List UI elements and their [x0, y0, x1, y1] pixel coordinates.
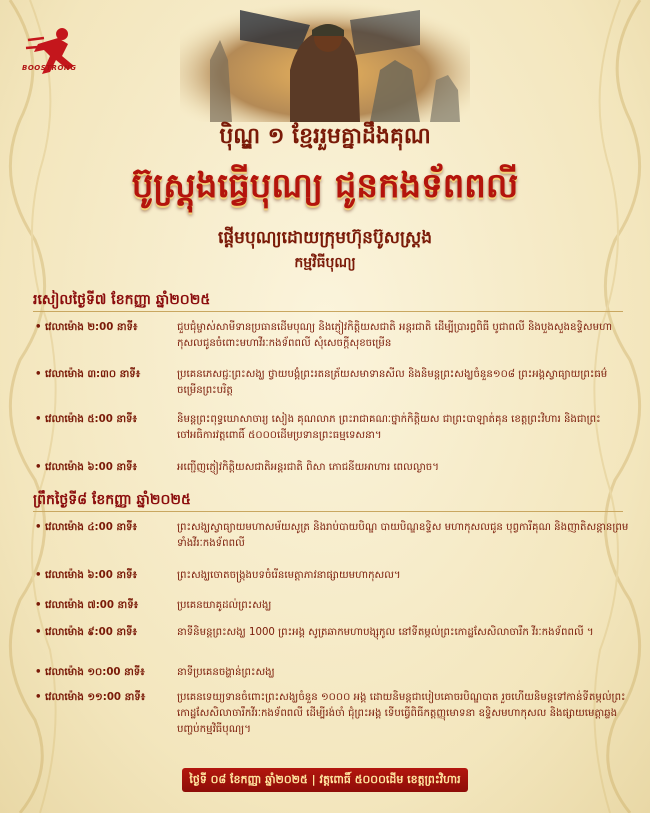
item-desc: ប្រគេនភេសជ្ជៈព្រះសង្ឃ ថ្វាយបង្គំព្រះរតនត្រ័យសមាទានសីល និងនិមន្តព្រះសង្ឃចំនួន១០៨ ព្រះអង្គស្វាធ្យាយព្រះធម៌ចម្រើនព្រះបរិត្ត: [177, 369, 608, 396]
brand-name: BOOSTRONG: [22, 64, 77, 72]
program-label: កម្មវិធីបុណ្យ: [294, 255, 356, 271]
item-desc: ជួបជុំម្ចាស់សាមីទានប្រធានដើមបុណ្យ និងភ្ញៀវកិត្តិយសជាតិ អន្តរជាតិ ដើម្បីប្រារព្ធពិធី បូជាពលី និងបួងសួងឧទ្ទិសមហាកុសលជូនចំពោះមហាវីរៈកងទ័ពពលី សុំសេចក្តីសុខចម្រើន: [177, 322, 613, 349]
item-desc: ប្រគេនយាគូដល់ព្រះសង្ឃ: [177, 600, 272, 611]
title-line2: ប៊ូស្រ្តុងធ្វើបុណ្យ ជូនកងទ័ពពលី: [131, 166, 519, 206]
item-time: វេលាម៉ោង ១១:00 នាទី៖: [45, 692, 146, 703]
item-desc: នាទីប្រគេនចង្ហាន់ព្រះសង្ឃ: [177, 667, 275, 678]
bullet: •: [35, 692, 42, 703]
bullet: •: [35, 600, 42, 611]
bullet: •: [35, 522, 42, 533]
footer-banner: ថ្ងៃទី ០៨ ខែកញ្ញា ឆ្នាំ២០២៥ | វត្តពោធិ៍ ៥០០០ដើម ខេត្តព្រះវិហារ: [182, 768, 468, 792]
item-desc: អញ្ជើញភ្ញៀវកិត្តិយសជាតិអន្តរជាតិ ពិសា ភោជនីយអាហារ ពេលល្ងាច។: [177, 462, 439, 473]
item-time: វេលាម៉ោង ៩:00 នាទី៖: [45, 627, 138, 638]
item-time: វេលាម៉ោង ៧:00 នាទី៖: [45, 600, 139, 611]
section-heading-day1: រសៀលថ្ងៃទី៧ ខែកញ្ញា ឆ្នាំ២០២៥: [33, 292, 211, 308]
divider: [33, 511, 623, 512]
runner-logo-icon: [24, 22, 94, 82]
item-time: វេលាម៉ោង ២:00 នាទី៖: [45, 322, 138, 333]
item-desc: ព្រះសង្ឃចោតចង្ក្រងបទចំរើនមេត្តាភាវនាផ្សាយមហាកុសល។: [177, 570, 401, 581]
title-line1: ប៉ិណ្ឌ ១ ខ្មែររួមគ្នាដឹងគុណ: [219, 123, 431, 149]
bullet: •: [35, 570, 42, 581]
item-desc: ប្រគេនទេយ្យទានចំពោះព្រះសង្ឃចំនួន ១០០០ អង្គ ដោយនិមន្តជាបៀបគោចរបិណ្ឌបាត រួចហើយនិមន្តទៅកាន់ទីតម្កល់ព្រះកោដ្ឋសែសិលាចារឹកវីរៈកងទ័ពពលី ដើម្បីរង់ចាំ ជុំព្រះអង្គ ទើបធ្វើពិធីកត្តញ្ញុមោទនា ឧទ្ទិសមហាកុសល និងផ្សាយមេត្តាឆ្លងបញ្ចប់កម្មវិធីបុណ្យ។: [177, 692, 626, 735]
item-desc: ព្រះសង្ឃស្វាធ្យាយមហាសម័យសូត្រ និងរាប់បាយបិណ្ឌ បាយបិណ្ឌឧទ្ទិស មហាកុសលជូន បុព្វការីគុណ និងញាតិសន្តានព្រមទាំងវីរៈកងទ័ពពលី: [177, 522, 629, 549]
bullet: •: [35, 322, 42, 333]
bullet: •: [35, 414, 42, 425]
item-desc: និមន្តព្រះពុទ្ធឃោសាចារ្យ សៀង គុណលាភ ព្រះរាជាគណៈថ្នាក់កិត្តិយស ជាព្រះបាឡាត់គុន ខេត្តព្រះវិហារ និងជាព្រះចៅអធិការវត្តពោធិ៍ ៥០០០ដើមប្រទានព្រះធម្មទេសនា។: [177, 414, 601, 441]
item-time: វេលាម៉ោង ៤:00 នាទី៖: [45, 522, 138, 533]
item-desc: នាទីនិមន្តព្រះសង្ឃ 1000 ព្រះអង្គ សូត្រឆាកមហាបង្សុកូល នៅទីតម្កល់ព្រះកោដ្ឋសែសិលាចារឹក វីរៈកងទ័ពពលី ។: [177, 627, 594, 638]
divider: [33, 311, 623, 312]
subtitle: ផ្តើមបុណ្យដោយក្រុមហ៊ុនប៊ូសស្ត្រង: [218, 228, 432, 248]
item-time: វេលាម៉ោង ១០:00 នាទី៖: [45, 667, 145, 678]
bullet: •: [35, 627, 42, 638]
item-time: វេលាម៉ោង ៦:00 នាទី៖: [45, 570, 138, 581]
item-time: វេលាម៉ោង ៦:00 នាទី៖: [45, 462, 138, 473]
hero-soldiers-illustration: [180, 0, 470, 122]
bullet: •: [35, 369, 42, 380]
bullet: •: [35, 667, 42, 678]
section-heading-day2: ព្រឹកថ្ងៃទី៨ ខែកញ្ញា ឆ្នាំ២០២៥: [33, 492, 191, 508]
item-time: វេលាម៉ោង ៣:៣០ នាទី៖: [45, 369, 141, 380]
bullet: •: [35, 462, 42, 473]
item-time: វេលាម៉ោង ៥:00 នាទី៖: [45, 414, 138, 425]
